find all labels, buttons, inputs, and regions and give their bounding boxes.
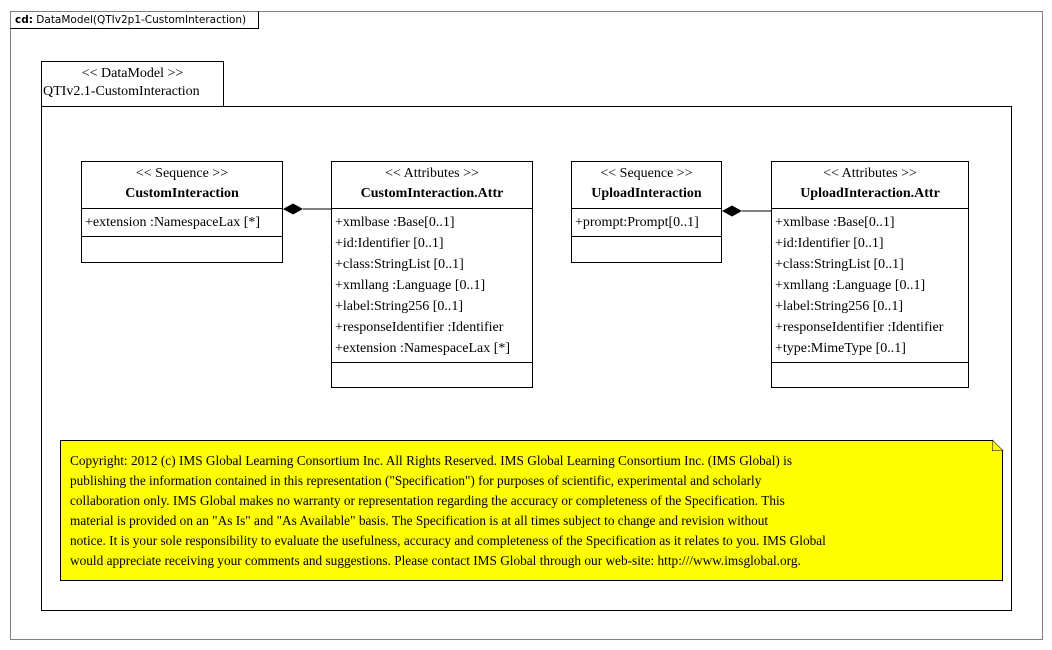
note-line: publishing the information contained in this representation ("Specification") for purposes of scientific, experimental and scholarly <box>70 473 762 488</box>
diagram-title: DataModel(QTIv2p1-CustomInteraction) <box>36 14 247 26</box>
class-stereotype: << Attributes >> <box>385 166 479 181</box>
attribute: +prompt:Prompt[0..1] <box>575 215 699 230</box>
note-line: material is provided on an "As Is" and "As Available" basis. The Specification is at all times subject to change and revision without <box>70 513 769 528</box>
attribute: +xmlbase :Base[0..1] <box>335 215 455 230</box>
attribute: +id:Identifier [0..1] <box>335 236 444 251</box>
attribute: +responseIdentifier :Identifier <box>775 320 944 335</box>
composition-link-upload-interaction[interactable] <box>722 206 771 217</box>
composition-link-custom-interaction[interactable] <box>283 204 331 215</box>
attribute: +xmllang :Language [0..1] <box>775 278 926 293</box>
class-name: CustomInteraction <box>125 186 239 201</box>
note-line: would appreciate receiving your comments and suggestions. Please contact IMS Global through our web-site: http:///www.imsglobal.org. <box>70 553 801 568</box>
attribute: +type:MimeType [0..1] <box>775 341 906 356</box>
note-line: Copyright: 2012 (c) IMS Global Learning Consortium Inc. All Rights Reserved. IMS Global Learning Consortium Inc. (IMS Global) is <box>70 453 793 468</box>
attribute: +xmllang :Language [0..1] <box>335 278 486 293</box>
copyright-note[interactable] <box>60 440 1003 581</box>
attribute: +class:StringList [0..1] <box>775 257 904 272</box>
class-stereotype: << Sequence >> <box>600 166 693 181</box>
attribute: +id:Identifier [0..1] <box>775 236 884 251</box>
note-fold-icon <box>992 439 1004 451</box>
class-name: CustomInteraction.Attr <box>360 186 504 201</box>
package-name: QTIv2.1-CustomInteraction <box>43 84 200 99</box>
composition-diamond-icon <box>722 206 742 217</box>
class-name: UploadInteraction <box>591 186 702 201</box>
class-stereotype: << Attributes >> <box>823 166 917 181</box>
composition-diamond-icon <box>283 204 303 215</box>
class-name: UploadInteraction.Attr <box>800 186 940 201</box>
attribute: +extension :NamespaceLax [*] <box>85 215 261 230</box>
attribute: +class:StringList [0..1] <box>335 257 464 272</box>
class-stereotype: << Sequence >> <box>135 166 229 181</box>
attribute: +xmlbase :Base[0..1] <box>775 215 895 230</box>
note-line: notice. It is your sole responsibility to evaluate the usefulness, accuracy and completeness of the Specification as it relates to you. IMS Global <box>70 533 826 548</box>
attribute: +extension :NamespaceLax [*] <box>335 341 511 356</box>
diagram-kind: cd: <box>15 14 33 26</box>
attribute: +label:String256 [0..1] <box>775 299 904 314</box>
attribute: +responseIdentifier :Identifier <box>335 320 504 335</box>
note-line: collaboration only. IMS Global makes no warranty or representation regarding the accuracy or completeness of the Specification. This <box>70 493 785 508</box>
package-stereotype: << DataModel >> <box>81 66 184 81</box>
attribute: +label:String256 [0..1] <box>335 299 464 314</box>
